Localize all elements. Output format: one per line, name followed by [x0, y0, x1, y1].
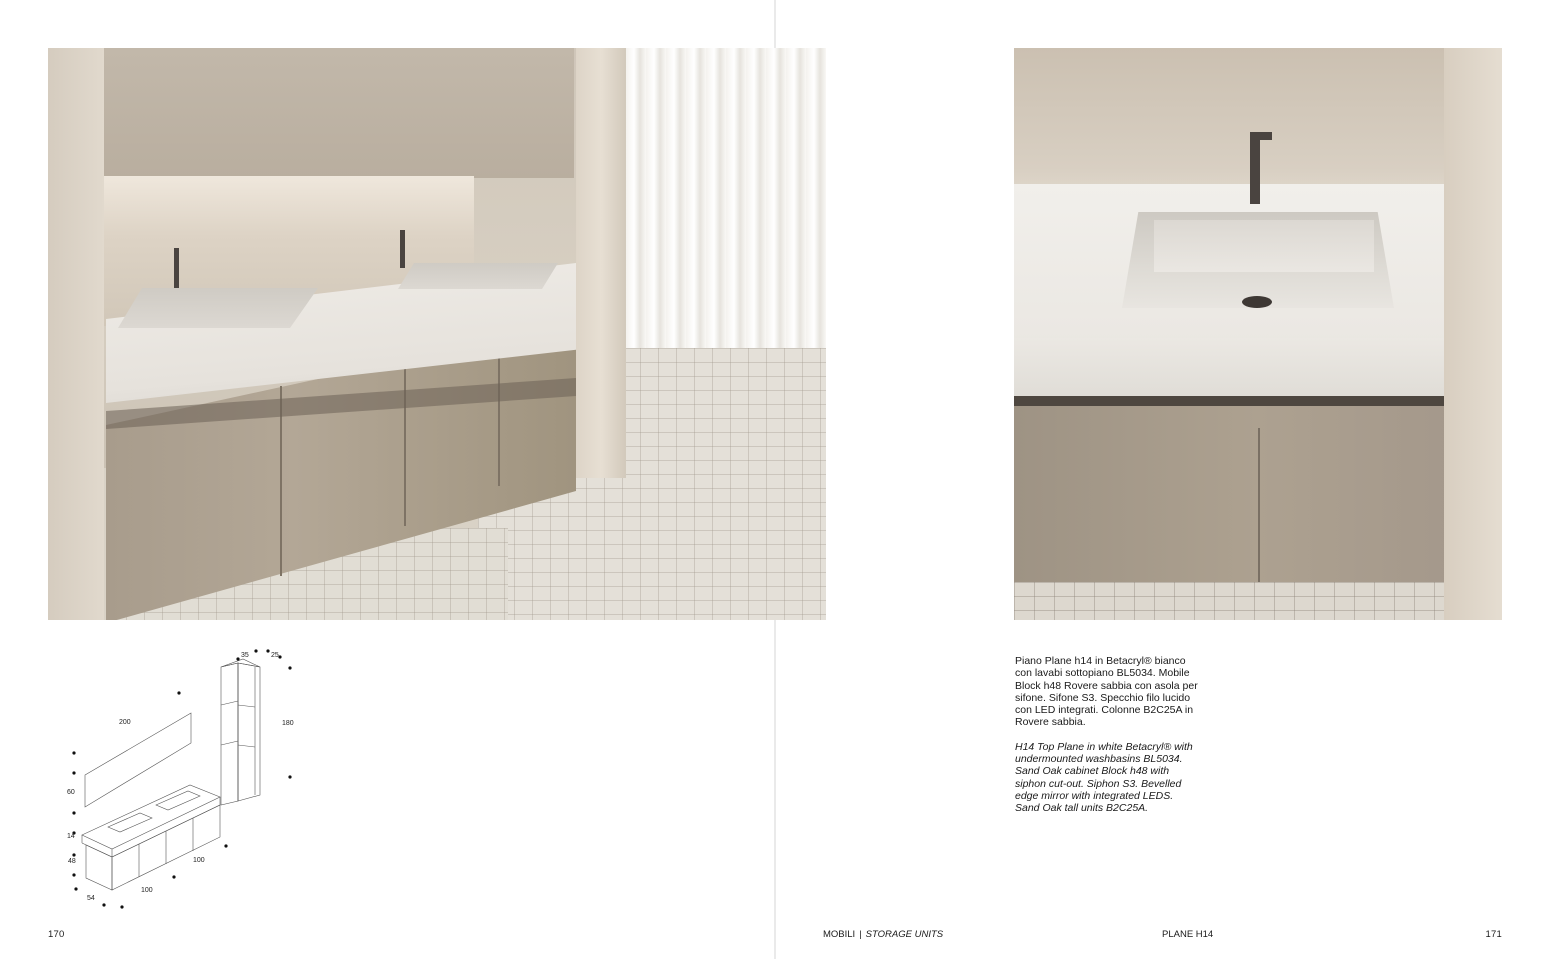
page-number-left: 170: [48, 929, 65, 940]
dim-label: 25: [271, 652, 279, 659]
single-sink-photo: [1014, 48, 1502, 620]
photo-door-line: [404, 358, 406, 526]
photo-pillar-left: [48, 48, 104, 620]
dim-label: 48: [68, 858, 76, 865]
photo-side-wall: [1444, 48, 1502, 620]
caption-italian: Piano Plane h14 in Betacryl® bianco con lavabi sottopiano BL5034. Mobile Block h48 Rovere sabbia con asola per sifone. Sifone S3. Specchio filo lucido con LED integrati. Colonne B2C25A in Rovere sabbia.: [1015, 655, 1198, 729]
vanity-top-outline: [82, 785, 220, 849]
double-vanity-photo: [48, 48, 826, 620]
section-separator: |: [859, 929, 862, 940]
caption-english: H14 Top Plane in white Betacryl® with undermounted washbasins BL5034. Sand Oak cabinet Block h48 with siphon cut-out. Siphon S3. Bevelled edge mirror with integrated LEDS. Sand Oak tall units B2C25A.: [1015, 740, 1193, 815]
photo-tile-floor: [1014, 582, 1502, 620]
photo-column: [576, 48, 626, 478]
photo-door-line: [1258, 428, 1260, 582]
photo-tap: [1250, 134, 1260, 204]
section-label-en: STORAGE UNITS: [865, 929, 944, 940]
page-number-right: 171: [1485, 929, 1502, 940]
dim-label: 200: [119, 719, 131, 726]
photo-door-line: [498, 338, 500, 486]
technical-drawing: [60, 645, 310, 915]
photo-top-edge: [1014, 338, 1502, 396]
product-caption: [1015, 655, 1200, 815]
section-label: MOBILI: [823, 929, 856, 940]
photo-washbasin-inner: [1154, 220, 1374, 272]
photo-curtain-window: [626, 48, 826, 358]
photo-tap-1: [174, 248, 179, 288]
dim-label: 100: [193, 857, 205, 864]
dim-label: 60: [67, 789, 75, 796]
photo-washbasin-1: [118, 288, 318, 328]
photo-drain: [1242, 296, 1272, 308]
photo-niche-top: [104, 48, 574, 178]
dim-label: 180: [282, 720, 294, 727]
dim-label: 54: [87, 895, 95, 902]
running-product: PLANE H14: [1162, 929, 1214, 940]
photo-tap-2: [400, 230, 405, 268]
mirror-outline: [85, 713, 191, 807]
dim-label: 35: [241, 652, 249, 659]
photo-washbasin-2: [398, 263, 558, 289]
dim-label: 100: [141, 887, 153, 894]
photo-tap-spout: [1250, 132, 1272, 140]
running-section: [823, 929, 943, 940]
dim-label: 14: [67, 833, 75, 840]
